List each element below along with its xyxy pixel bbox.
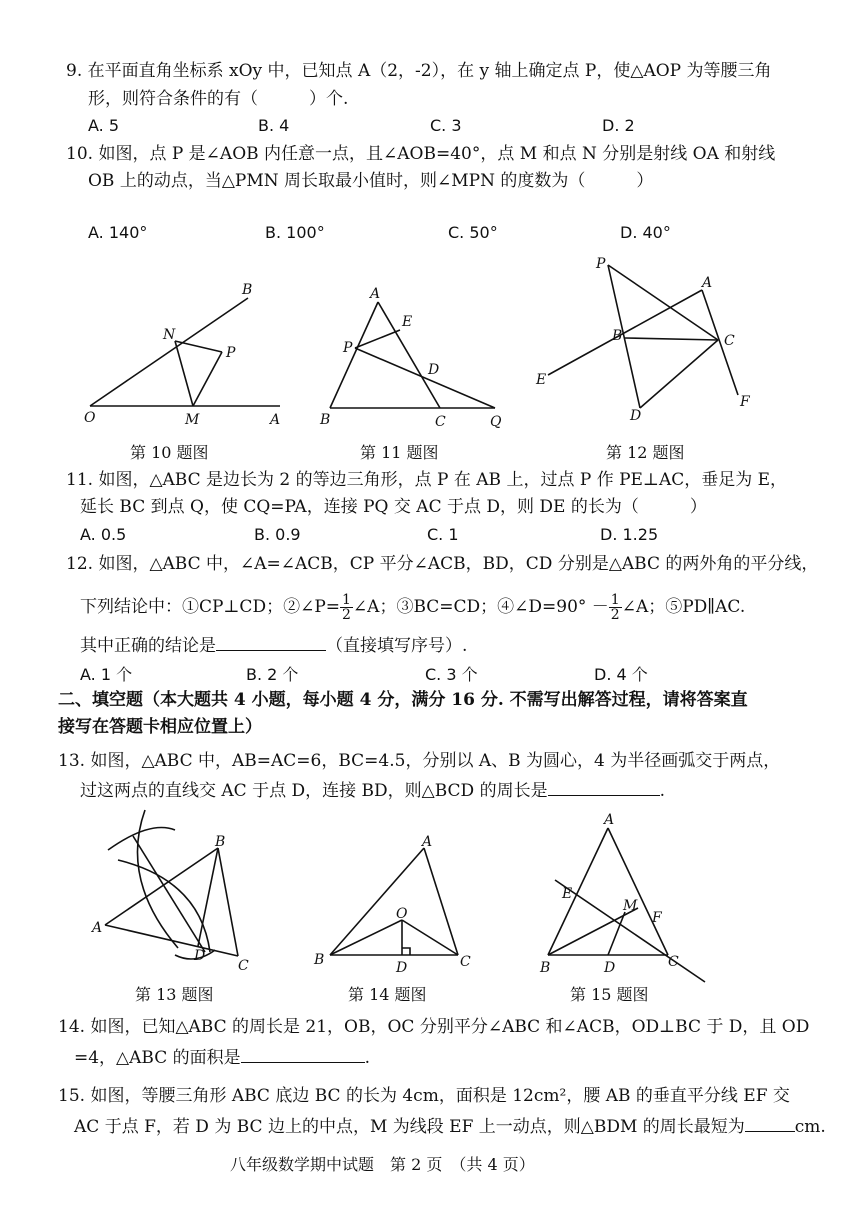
caption-fig10: 第 10 题图 (130, 443, 209, 462)
figure-14 (330, 848, 458, 955)
fig14-label-D: D (396, 960, 408, 976)
caption-fig13: 第 13 题图 (135, 985, 214, 1004)
fig13-label-A: A (92, 920, 103, 936)
fig12-label-F: F (740, 394, 750, 410)
q9-option-a: A. 5 (88, 116, 120, 135)
q9-option-d: D. 2 (602, 116, 635, 135)
q11-line2: 延长 BC 到点 Q，使 CQ=PA，连接 PQ 交 AC 于点 D，则 DE 的长为（ ） (80, 497, 707, 517)
fig15-label-C: C (668, 954, 679, 970)
q12-line2-b: ∠A；③BC=CD；④∠D=90° － (352, 597, 609, 617)
fig14-label-A: A (422, 834, 433, 850)
fig11-label-P: P (343, 340, 353, 356)
q10-option-a: A. 140° (88, 223, 148, 242)
q15-line1: 15. 如图，等腰三角形 ABC 底边 BC 的长为 4cm，面积是 12cm²，腰 AB 的垂直平分线 EF 交 (58, 1086, 790, 1106)
q15-line2: AC 于点 F，若 D 为 BC 边上的中点，M 为线段 EF 上一动点，则△BDM 的周长最短为 cm. (74, 1117, 826, 1137)
fig11-label-C: C (435, 414, 446, 430)
q12-line2-a: 下列结论中：①CP⊥CD；②∠P= (80, 597, 340, 617)
fig13-label-D: D (194, 948, 206, 964)
q9-line2: 形，则符合条件的有（ ）个. (88, 89, 349, 109)
fig14-label-C: C (460, 954, 471, 970)
fig13-label-C: C (238, 958, 249, 974)
fig15-label-D: D (604, 960, 616, 976)
q14-answer-blank[interactable] (241, 1046, 365, 1063)
q10-option-c: C. 50° (448, 223, 498, 242)
fig10-label-O: O (84, 410, 96, 426)
q10-option-d: D. 40° (620, 223, 671, 242)
q12-option-c: C. 3 个 (425, 665, 478, 684)
fig15-label-M: M (623, 898, 638, 914)
q9-line1: 9. 在平面直角坐标系 xOy 中，已知点 A（2，-2），在 y 轴上确定点 P，使△AOP 为等腰三角 (66, 61, 772, 81)
q12-line3: 其中正确的结论是 （直接填写序号）. (80, 636, 468, 656)
page-footer: 八年级数学期中试题 第 2 页 （共 4 页） (230, 1155, 535, 1174)
q12-fraction-1: $\frac{1}{2}$ (342, 592, 351, 623)
q10-line1: 10. 如图，点 P 是∠AOB 内任意一点，且∠AOB=40°，点 M 和点 N 分别是射线 OA 和射线 (66, 144, 776, 164)
fig11-label-B: B (320, 412, 331, 428)
q10-line2: OB 上的动点，当△PMN 周长取最小值时，则∠MPN 的度数为（ ） (88, 171, 654, 191)
fig12-label-D: D (630, 408, 642, 424)
fig10-label-M: M (185, 412, 200, 428)
caption-fig12: 第 12 题图 (606, 443, 685, 462)
q11-line1: 11. 如图，△ABC 是边长为 2 的等边三角形，点 P 在 AB 上，过点 P 作 PE⊥AC，垂足为 E， (66, 470, 788, 490)
q12-option-b: B. 2 个 (246, 665, 299, 684)
fig10-label-P: P (226, 345, 236, 361)
q12-fraction-2: $\frac{1}{2}$ (610, 592, 620, 623)
q14-line1: 14. 如图，已知△ABC 的周长是 21，OB，OC 分别平分∠ABC 和∠ACB，OD⊥BC 于 D，且 OD (58, 1017, 810, 1037)
q11-option-d: D. 1.25 (600, 525, 659, 544)
q15-answer-blank[interactable] (745, 1115, 795, 1132)
fig12-label-C: C (724, 333, 735, 349)
section2-heading-line1: 二、填空题（本大题共 4 小题，每小题 4 分，满分 16 分. 不需写出解答过程，请将答案直 (58, 690, 748, 710)
fig14-label-B: B (314, 952, 325, 968)
caption-fig15: 第 15 题图 (570, 985, 649, 1004)
fig11-label-E: E (402, 314, 413, 330)
section2-heading-line2: 接写在答题卡相应位置上） (58, 717, 262, 737)
fig12-label-A: A (702, 275, 713, 291)
q12-line1: 12. 如图，△ABC 中，∠A=∠ACB，CP 平分∠ACB，BD，CD 分别是△ABC 的两外角的平分线， (66, 554, 819, 574)
fig14-label-O: O (396, 906, 408, 922)
fig12-label-P: P (596, 256, 606, 272)
q11-option-c: C. 1 (427, 525, 459, 544)
q10-option-b: B. 100° (265, 223, 325, 242)
fig12-label-E: E (536, 372, 547, 388)
fig15-label-A: A (604, 812, 615, 828)
fig10-label-N: N (163, 327, 176, 343)
fig10-label-B: B (242, 282, 253, 298)
caption-fig14: 第 14 题图 (348, 985, 427, 1004)
q13-line2: 过这两点的直线交 AC 于点 D，连接 BD，则△BCD 的周长是 . (80, 781, 665, 801)
fig15-label-F: F (652, 910, 662, 926)
figure-13 (105, 810, 238, 959)
q11-option-b: B. 0.9 (254, 525, 301, 544)
fig15-label-B: B (540, 960, 551, 976)
q11-option-a: A. 0.5 (80, 525, 127, 544)
fig10-label-A: A (270, 412, 281, 428)
q9-option-c: C. 3 (430, 116, 462, 135)
fig15-label-E: E (562, 886, 573, 902)
fig12-label-B: B (612, 328, 623, 344)
q13-line1: 13. 如图，△ABC 中，AB=AC=6，BC=4.5，分别以 A、B 为圆心，4 为半径画弧交于两点， (58, 751, 781, 771)
q14-line2: =4，△ABC 的面积是 . (74, 1048, 371, 1068)
fig11-label-D: D (428, 362, 440, 378)
q12-line2-c: ∠A；⑤PD∥AC. (621, 597, 746, 617)
fig13-label-B: B (215, 834, 226, 850)
fig11-label-A: A (370, 286, 381, 302)
caption-fig11: 第 11 题图 (360, 443, 439, 462)
fig11-label-Q: Q (490, 414, 502, 430)
q9-option-b: B. 4 (258, 116, 290, 135)
q12-option-a: A. 1 个 (80, 665, 133, 684)
q12-option-d: D. 4 个 (594, 665, 648, 684)
